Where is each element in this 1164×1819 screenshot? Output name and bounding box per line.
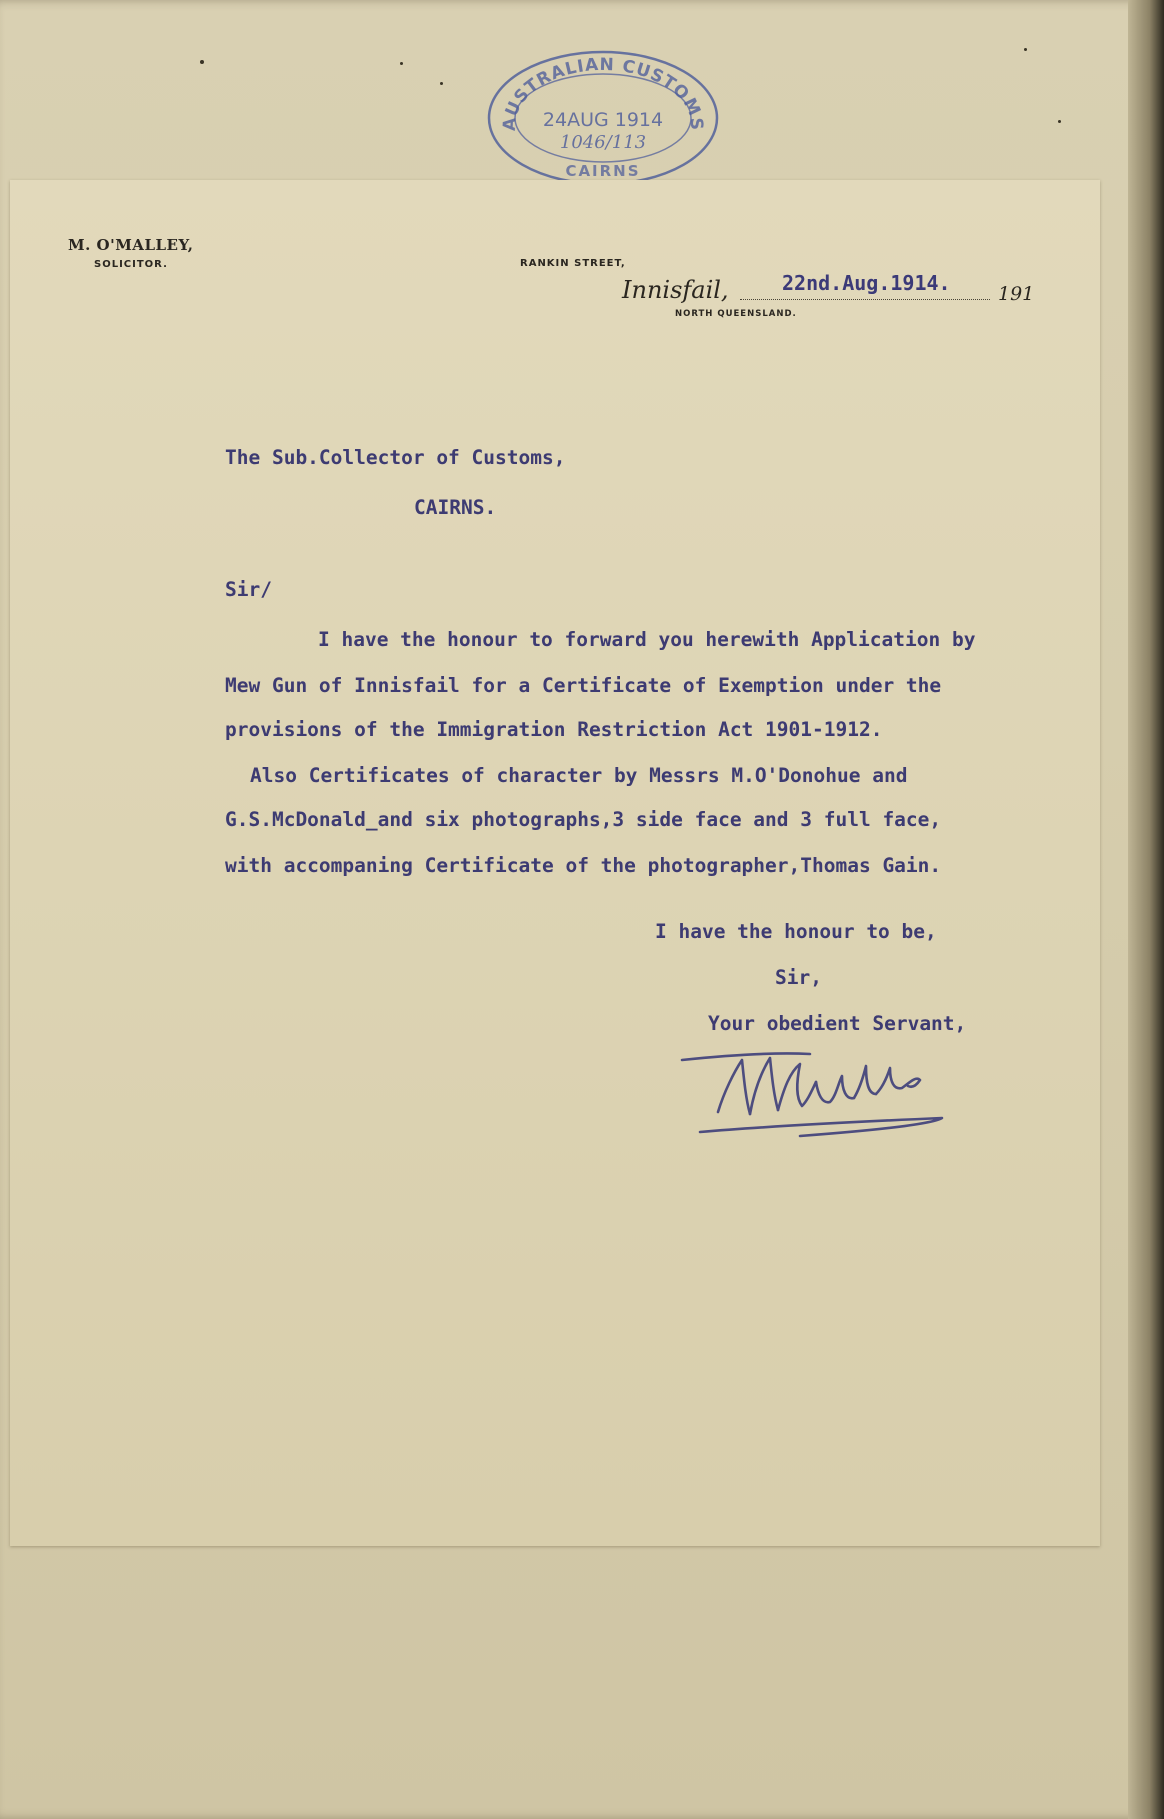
stamp-reference: 1046/113 — [559, 132, 647, 153]
paper-speck — [200, 60, 204, 64]
paper-speck — [440, 82, 443, 85]
letterhead-name: M. O'MALLEY, — [68, 236, 194, 254]
paper-speck — [1024, 48, 1027, 51]
body-line: I have the honour to forward you herewith Application by — [318, 628, 976, 651]
stamp-bottom-text: CAIRNS — [565, 162, 641, 180]
closing-line-1: I have the honour to be, — [655, 920, 937, 943]
salutation: Sir/ — [225, 578, 272, 601]
addressee-line-2: CAIRNS. — [414, 496, 497, 519]
body-line: Also Certificates of character by Messrs M.O'Donohue and — [250, 764, 908, 787]
sheet-edge-shadow — [1128, 0, 1164, 1819]
date-dotted-line — [740, 299, 990, 300]
closing-line-2: Sir, — [775, 966, 822, 989]
letterhead-state: NORTH QUEENSLAND. — [675, 309, 797, 319]
letterhead-town: Innisfail, — [622, 276, 729, 304]
closing-line-3: Your obedient Servant, — [708, 1012, 967, 1035]
body-line: Mew Gun of Innisfail for a Certificate of Exemption under the — [225, 674, 942, 697]
letter-date: 22nd.Aug.1914. — [782, 271, 951, 295]
body-line: G.S.McDonald_and six photographs,3 side face and 3 full face, — [225, 808, 942, 831]
body-line: provisions of the Immigration Restriction Act 1901-1912. — [225, 718, 883, 741]
stamp-top-text: AUSTRALIAN CUSTOMS — [499, 54, 707, 132]
addressee-line-1: The Sub.Collector of Customs, — [225, 446, 566, 469]
paper-speck — [400, 62, 403, 65]
stamp-date: 24AUG 1914 — [542, 109, 664, 131]
letterhead-street: RANKIN STREET, — [520, 258, 626, 269]
letterhead-year-prefix: 191 — [998, 283, 1035, 305]
letterhead-title: SOLICITOR. — [94, 259, 168, 270]
handwritten-signature — [680, 1030, 980, 1150]
customs-received-stamp — [485, 48, 721, 188]
paper-speck — [1058, 120, 1061, 123]
body-line: with accompaning Certificate of the photographer,Thomas Gain. — [225, 854, 942, 877]
